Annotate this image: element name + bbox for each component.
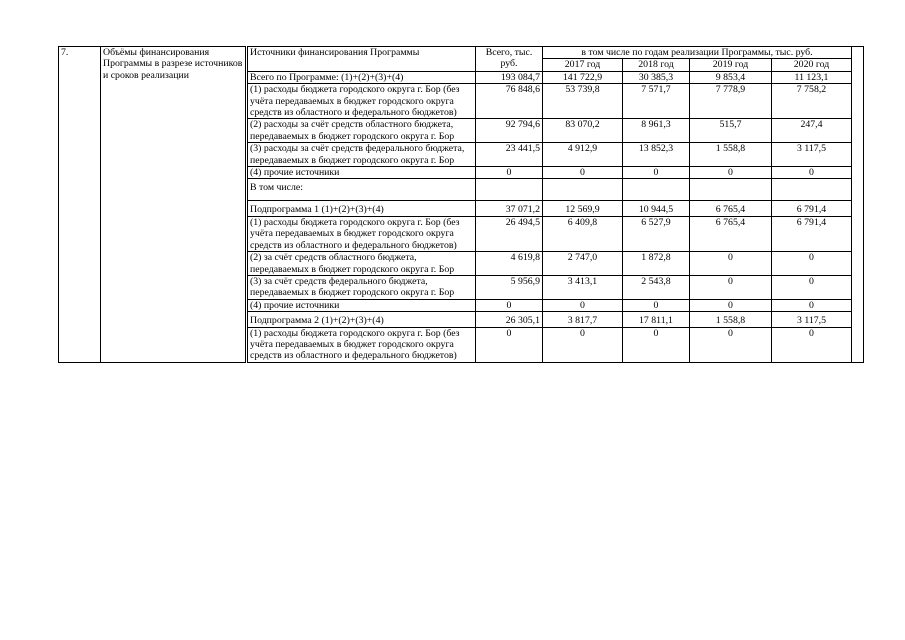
row-2018: 30 385,3 bbox=[623, 71, 690, 83]
row-2019: 0 bbox=[690, 299, 772, 311]
year-header-2020: 2020 год bbox=[772, 59, 852, 71]
row-total: 0 bbox=[476, 327, 543, 362]
row-2018: 0 bbox=[623, 167, 690, 179]
row-total: 5 956,9 bbox=[476, 275, 543, 299]
row-2017: 4 912,9 bbox=[543, 143, 623, 167]
row-total: 4 619,8 bbox=[476, 252, 543, 276]
year-header-2017: 2017 год bbox=[543, 59, 623, 71]
year-header-2018: 2018 год bbox=[623, 59, 690, 71]
row-2018: 17 811,1 bbox=[623, 312, 690, 327]
years-group-header: в том числе по годам реализации Программы, тыс. руб. bbox=[543, 47, 852, 59]
row-2020: 7 758,2 bbox=[772, 84, 852, 119]
document-page bbox=[58, 46, 863, 363]
row-2019: 0 bbox=[690, 275, 772, 299]
row-total: 92 794,6 bbox=[476, 119, 543, 143]
row-2019 bbox=[690, 179, 772, 201]
row-label: Подпрограмма 1 (1)+(2)+(3)+(4) bbox=[247, 201, 476, 216]
right-margin-column bbox=[852, 47, 864, 363]
row-label: (4) прочие источники bbox=[247, 167, 476, 179]
row-label: Подпрограмма 2 (1)+(2)+(3)+(4) bbox=[247, 312, 476, 327]
sources-header: Источники финансирования Программы bbox=[247, 47, 476, 72]
row-2020: 247,4 bbox=[772, 119, 852, 143]
section-title: Объёмы финансирования Программы в разрезе источников и сроков реализации bbox=[101, 47, 247, 363]
row-total: 23 441,5 bbox=[476, 143, 543, 167]
row-2019: 9 853,4 bbox=[690, 71, 772, 83]
row-2019: 7 778,9 bbox=[690, 84, 772, 119]
row-2017: 0 bbox=[543, 167, 623, 179]
financing-table bbox=[58, 46, 864, 363]
row-label: (4) прочие источники bbox=[247, 299, 476, 311]
row-2017: 2 747,0 bbox=[543, 252, 623, 276]
row-total: 76 848,6 bbox=[476, 84, 543, 119]
row-2017: 141 722,9 bbox=[543, 71, 623, 83]
row-2019: 0 bbox=[690, 327, 772, 362]
row-2017: 53 739,8 bbox=[543, 84, 623, 119]
row-2020: 0 bbox=[772, 299, 852, 311]
row-2018 bbox=[623, 179, 690, 201]
row-label: (1) расходы бюджета городского округа г. Бор (без учёта передаваемых в бюджет городского округа средств из областного и федерального бюджетов) bbox=[247, 84, 476, 119]
row-label: (2) расходы за счёт средств областного бюджета, передаваемых в бюджет городского округа г. Бор bbox=[247, 119, 476, 143]
row-2017: 12 569,9 bbox=[543, 201, 623, 216]
row-2020: 0 bbox=[772, 252, 852, 276]
row-2018: 8 961,3 bbox=[623, 119, 690, 143]
header-row-1 bbox=[59, 47, 864, 59]
row-total: 0 bbox=[476, 299, 543, 311]
row-2018: 0 bbox=[623, 299, 690, 311]
row-2019: 0 bbox=[690, 167, 772, 179]
row-2020: 3 117,5 bbox=[772, 143, 852, 167]
row-2017: 0 bbox=[543, 299, 623, 311]
row-2020: 0 bbox=[772, 327, 852, 362]
row-2019: 1 558,8 bbox=[690, 312, 772, 327]
row-label: (3) расходы за счёт средств федерального бюджета, передаваемых в бюджет городского округа г. Бор bbox=[247, 143, 476, 167]
total-header: Всего, тыс. руб. bbox=[476, 47, 543, 72]
row-2017: 3 817,7 bbox=[543, 312, 623, 327]
row-2019: 1 558,8 bbox=[690, 143, 772, 167]
row-2018: 1 872,8 bbox=[623, 252, 690, 276]
row-2019: 0 bbox=[690, 252, 772, 276]
row-2017: 0 bbox=[543, 327, 623, 362]
row-2020: 6 791,4 bbox=[772, 216, 852, 251]
row-total: 26 494,5 bbox=[476, 216, 543, 251]
row-2020: 3 117,5 bbox=[772, 312, 852, 327]
row-2020: 6 791,4 bbox=[772, 201, 852, 216]
row-label: (1) расходы бюджета городского округа г. Бор (без учёта передаваемых в бюджет городского округа средств из областного и федерального бюджетов) bbox=[247, 327, 476, 362]
row-2018: 0 bbox=[623, 327, 690, 362]
row-2019: 515,7 bbox=[690, 119, 772, 143]
row-label: В том числе: bbox=[247, 179, 476, 201]
row-2019: 6 765,4 bbox=[690, 216, 772, 251]
row-label: (2) за счёт средств областного бюджета, передаваемых в бюджет городского округа г. Бор bbox=[247, 252, 476, 276]
row-2017: 3 413,1 bbox=[543, 275, 623, 299]
row-total bbox=[476, 179, 543, 201]
row-2018: 2 543,8 bbox=[623, 275, 690, 299]
row-2020: 0 bbox=[772, 275, 852, 299]
row-label: (3) за счёт средств федерального бюджета, передаваемых в бюджет городского округа г. Бор bbox=[247, 275, 476, 299]
row-total: 0 bbox=[476, 167, 543, 179]
row-2018: 7 571,7 bbox=[623, 84, 690, 119]
section-number: 7. bbox=[59, 47, 101, 363]
row-2018: 13 852,3 bbox=[623, 143, 690, 167]
row-2020: 0 bbox=[772, 167, 852, 179]
row-2018: 6 527,9 bbox=[623, 216, 690, 251]
row-label: Всего по Программе: (1)+(2)+(3)+(4) bbox=[247, 71, 476, 83]
year-header-2019: 2019 год bbox=[690, 59, 772, 71]
row-2020: 11 123,1 bbox=[772, 71, 852, 83]
row-total: 193 084,7 bbox=[476, 71, 543, 83]
row-total: 26 305,1 bbox=[476, 312, 543, 327]
row-2017 bbox=[543, 179, 623, 201]
row-2017: 6 409,8 bbox=[543, 216, 623, 251]
row-2017: 83 070,2 bbox=[543, 119, 623, 143]
row-label: (1) расходы бюджета городского округа г. Бор (без учёта передаваемых в бюджет городского округа средств из областного и федерального бюджетов) bbox=[247, 216, 476, 251]
row-2018: 10 944,5 bbox=[623, 201, 690, 216]
row-2019: 6 765,4 bbox=[690, 201, 772, 216]
row-total: 37 071,2 bbox=[476, 201, 543, 216]
row-2020 bbox=[772, 179, 852, 201]
